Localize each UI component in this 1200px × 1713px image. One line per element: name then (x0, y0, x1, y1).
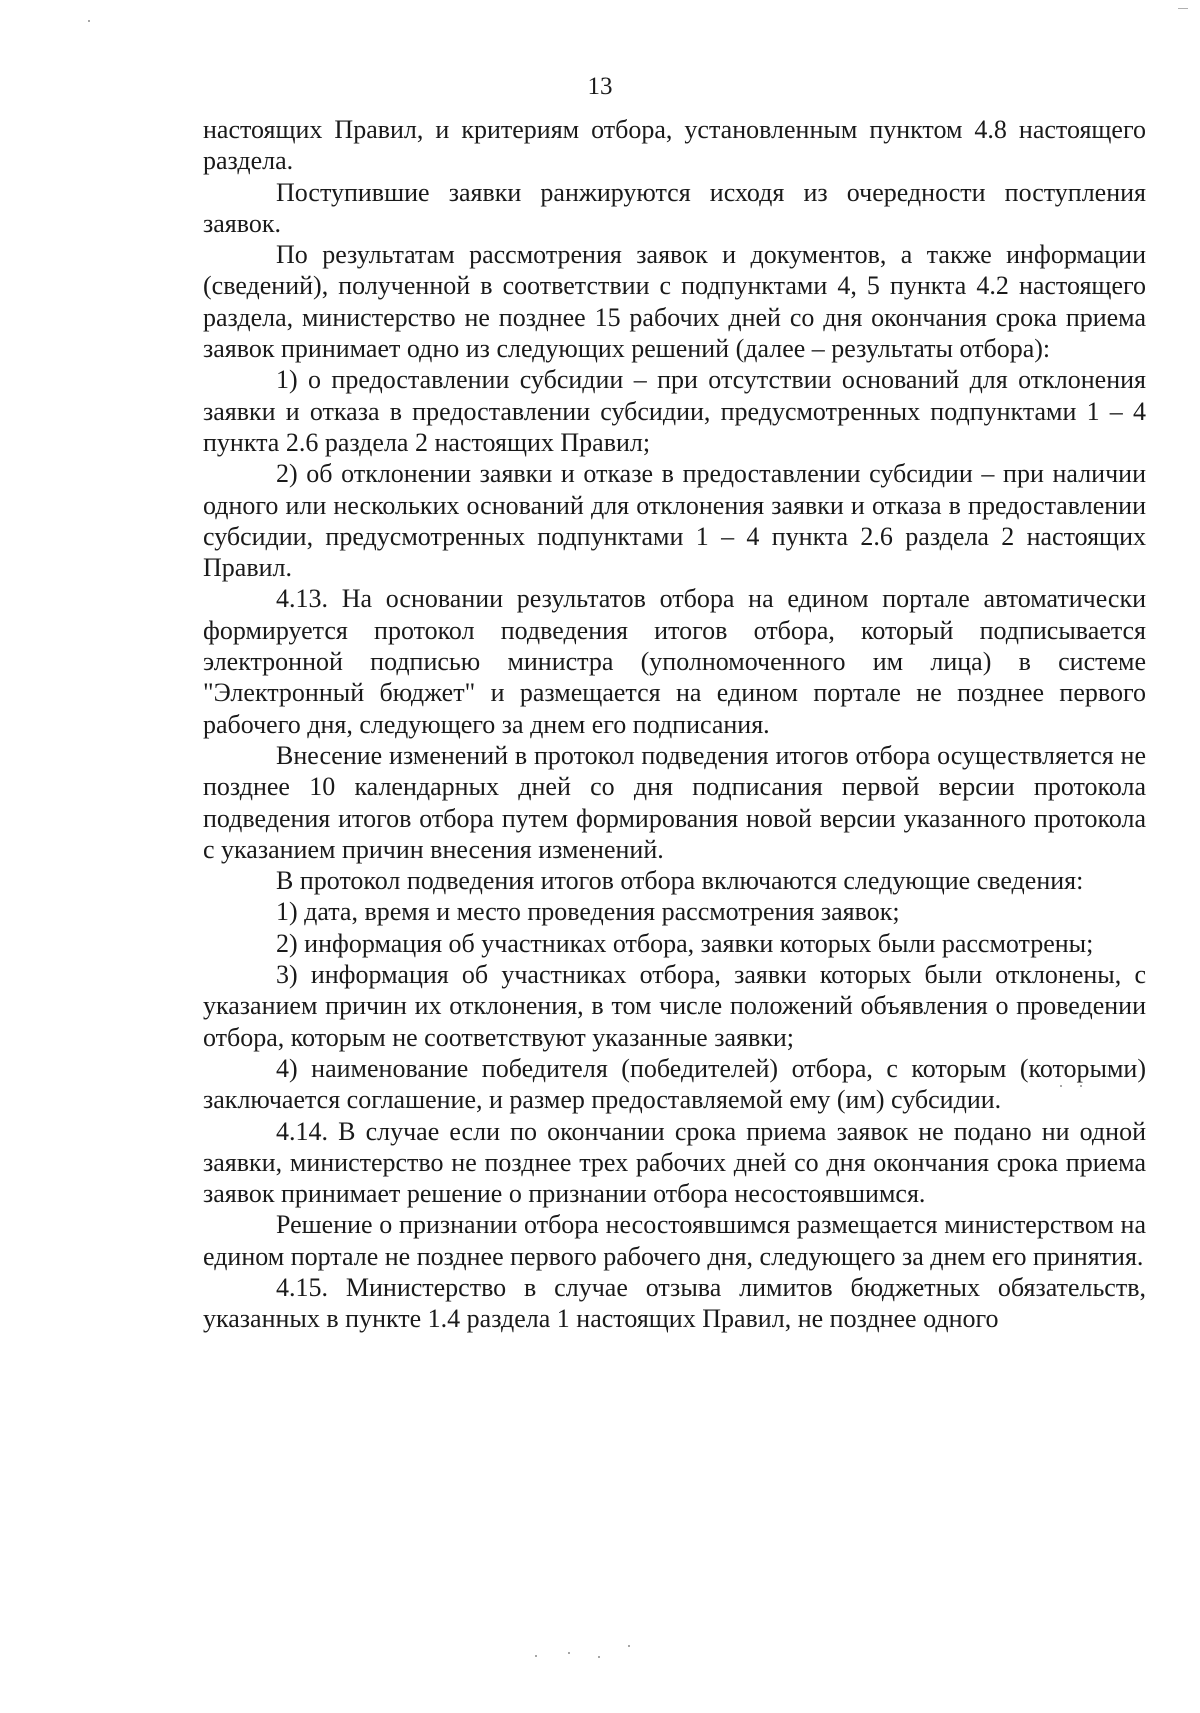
paragraph-4-13: 4.13. На основании результатов отбора на едином портале автоматически формируется протокол подведения итогов отбора, который подписывается электронной подписью министра (уполномоченного им лица) в системе "Электронный бюджет" и размещается на едином портале не позднее первого рабочего дня, следующего за днем его подписания. (203, 584, 1146, 739)
paragraph-ranking: Поступившие заявки ранжируются исходя из очередности поступления заявок. (203, 177, 1146, 238)
paragraph-decision-reject: 2) об отклонении заявки и отказе в предоставлении субсидии – при наличии одного или нескольких оснований для отклонения заявки и отказа в предоставлении субсидии, предусмотренных подпунктами 1 – 4 пункта 2.6 раздела 2 настоящих Правил. (203, 459, 1146, 583)
paragraph-decision-grant: 1) о предоставлении субсидии – при отсутствии оснований для отклонения заявки и отказа в предоставлении субсидии, предусмотренных подпунктами 1 – 4 пункта 2.6 раздела 2 настоящих Правил; (203, 365, 1146, 457)
list-item-3: 3) информация об участниках отбора, заявки которых были отклонены, с указанием причин их отклонения, в том числе положений объявления о проведении отбора, которым не соответствуют указанные заявки; (203, 960, 1146, 1052)
paragraph-failed-selection: Решение о признании отбора несостоявшимся размещается министерством на едином портале не позднее первого рабочего дня, следующего за днем его принятия. (203, 1210, 1146, 1271)
scan-speck (1080, 1085, 1082, 1087)
paragraph-4-15: 4.15. Министерство в случае отзыва лимитов бюджетных обязательств, указанных в пункте 1.4 раздела 1 настоящих Правил, не позднее одного (203, 1272, 1146, 1334)
page-number: 13 (587, 73, 613, 100)
list-item-4: 4) наименование победителя (победителей) отбора, с которым (которыми) заключается соглашение, и размер предоставляемой ему (им) субсидии. (203, 1053, 1146, 1115)
scan-speck (535, 1655, 537, 1657)
scan-speck (598, 1656, 600, 1658)
paragraph-protocol-contents: В протокол подведения итогов отбора включаются следующие сведения: (276, 866, 1084, 896)
scan-speck (568, 1652, 570, 1654)
scan-edge-mark (1178, 8, 1188, 9)
paragraph-4-14: 4.14. В случае если по окончании срока приема заявок не подано ни одной заявки, министерство не позднее трех рабочих дней со дня окончания срока приема заявок принимает решение о признании отбора несостоявшимся. (203, 1116, 1146, 1209)
paragraph-protocol-changes: Внесение изменений в протокол подведения итогов отбора осуществляется не позднее 10 календарных дней со дня подписания первой версии протокола подведения итогов отбора путем формирования новой версии указанного протокола с указанием причин внесения изменений. (203, 740, 1146, 864)
paragraph-criteria-continuation: настоящих Правил, и критериям отбора, установленным пунктом 4.8 настоящего раздела. (203, 115, 1146, 176)
document-body (203, 114, 1146, 1335)
list-item-2: 2) информация об участниках отбора, заявки которых были рассмотрены; (276, 928, 1094, 958)
scan-speck (88, 20, 90, 22)
list-item-1: 1) дата, время и место проведения рассмотрения заявок; (276, 897, 900, 927)
paragraph-review-results: По результатам рассмотрения заявок и документов, а также информации (сведений), полученной в соответствии с подпунктами 4, 5 пункта 4.2 настоящего раздела, министерство не позднее 15 рабочих дней со дня окончания срока приема заявок принимает одно из следующих решений (далее – результаты отбора): (203, 240, 1146, 364)
scan-speck (1060, 1085, 1062, 1087)
scan-speck (628, 1645, 630, 1647)
